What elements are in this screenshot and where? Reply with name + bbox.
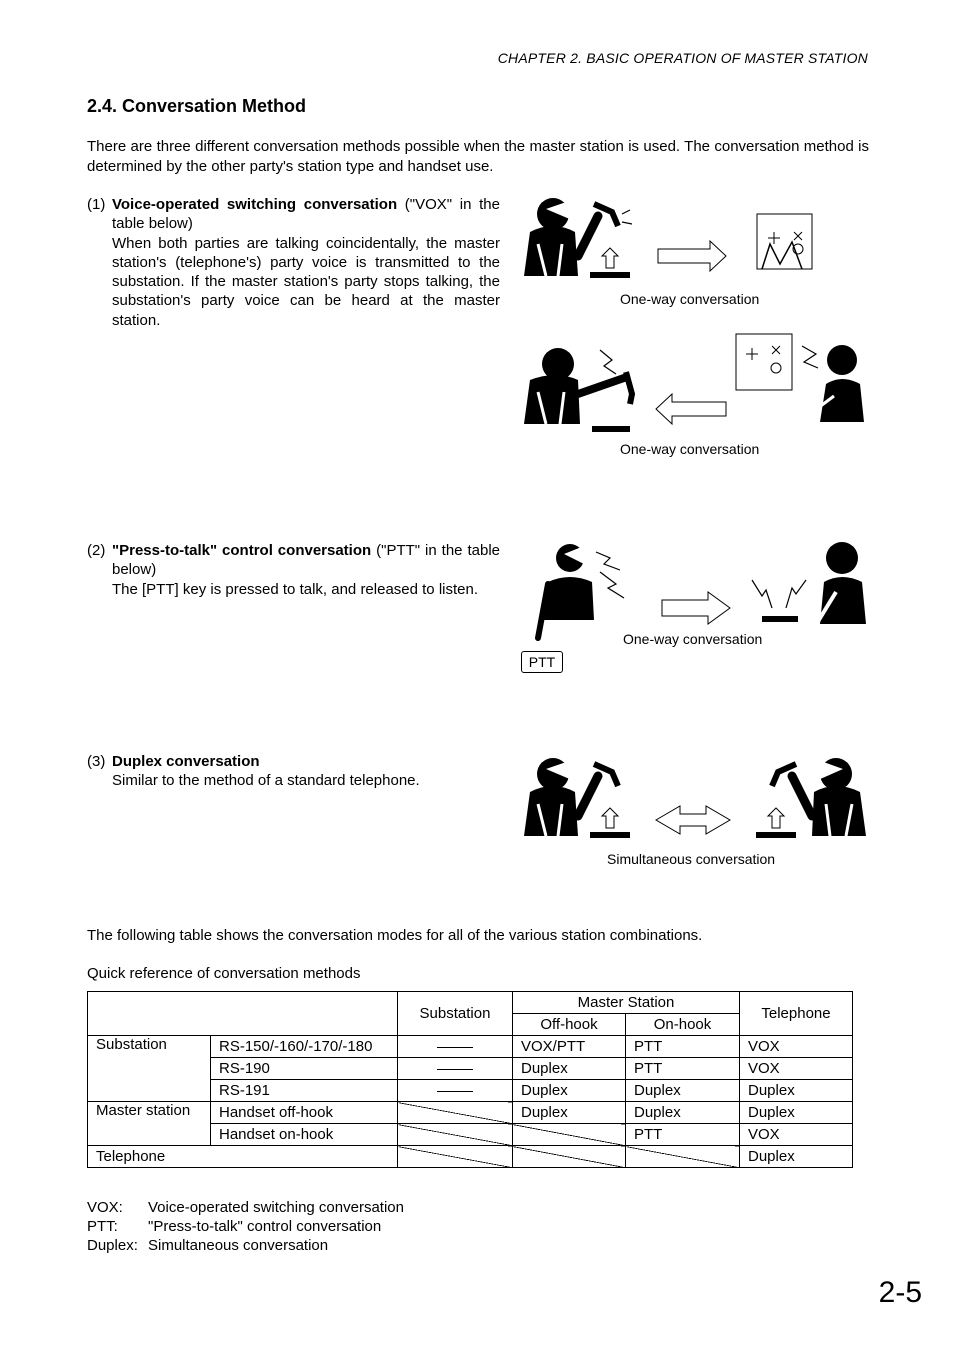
diagonal-empty-cell [513, 1146, 626, 1168]
vox-figure-incoming [520, 332, 870, 432]
table-cell: Duplex [513, 1102, 626, 1124]
diagonal-empty-cell [513, 1124, 626, 1146]
column-header: Off-hook [513, 1014, 626, 1036]
row-label: Handset on-hook [211, 1124, 398, 1146]
column-header: Substation [398, 992, 513, 1036]
bidirectional-arrow-icon [656, 806, 730, 834]
section-title: 2.4. Conversation Method [87, 96, 307, 116]
table-corner-cell [88, 992, 398, 1036]
left-arrow-icon [656, 394, 726, 424]
legend-item [87, 1237, 328, 1254]
table-row [88, 1102, 853, 1124]
table-cell: VOX/PTT [513, 1036, 626, 1058]
ptt-figure [520, 540, 870, 640]
table-cell: Duplex [626, 1102, 740, 1124]
row-group-label: Substation [88, 1036, 211, 1102]
legend-value: Voice-operated switching conversation [148, 1199, 404, 1216]
substation-speaker-icon [757, 214, 812, 269]
table-cell: PTT [626, 1036, 740, 1058]
method-description: The [PTT] key is pressed to talk, and released to listen. [112, 580, 479, 598]
duplex-figure [520, 754, 870, 844]
table-intro: The following table shows the conversation modes for all of the various station combinations. [87, 927, 703, 944]
table-cell: VOX [740, 1036, 853, 1058]
row-label: RS-191 [211, 1080, 398, 1102]
legend-item [87, 1199, 404, 1216]
row-label: Handset off-hook [211, 1102, 398, 1124]
person-talking-icon [538, 544, 624, 638]
table-cell: VOX [740, 1124, 853, 1146]
legend-key: PTT: [87, 1218, 118, 1235]
method-title: Voice-operated switching conversation [112, 196, 398, 213]
method-title: "Press-to-talk" control conversation [112, 542, 372, 559]
method-number: (1) [87, 196, 106, 213]
legend-key: Duplex: [87, 1237, 138, 1254]
figure-caption: One-way conversation [623, 631, 763, 647]
dash-cell [398, 1080, 513, 1102]
person-listening-icon [814, 542, 866, 628]
method-note: ("PTT" in the table below) [112, 542, 501, 579]
figure-caption: One-way conversation [620, 441, 760, 457]
column-header: On-hook [626, 1014, 740, 1036]
substation-speaker-icon [752, 580, 806, 622]
row-group-label: Telephone [88, 1146, 398, 1168]
conversation-methods-table [87, 991, 853, 1168]
substation-speaker-icon [736, 334, 792, 390]
right-arrow-icon [658, 241, 726, 271]
table-cell: PTT [626, 1124, 740, 1146]
table-cell: PTT [626, 1058, 740, 1080]
legend-key: VOX: [87, 1199, 123, 1216]
legend-item [87, 1218, 381, 1235]
row-label: RS-150/-160/-170/-180 [211, 1036, 398, 1058]
row-group-label: Master station [88, 1102, 211, 1146]
method-description: When both parties are talking coincidentally, the master station's (telephone's) party voice is transmitted to the substation. If the master station's party stops talking, the substation's party voice can be heard at the master station. [112, 234, 500, 329]
diagonal-empty-cell [398, 1124, 513, 1146]
table-row [88, 1036, 853, 1058]
vox-figure-outgoing [520, 194, 820, 284]
dash-cell [398, 1036, 513, 1058]
diagonal-empty-cell [398, 1146, 513, 1168]
table-cell: Duplex [740, 1080, 853, 1102]
table-cell: Duplex [740, 1146, 853, 1168]
method-vox [87, 195, 500, 330]
table-cell: VOX [740, 1058, 853, 1080]
table-cell: Duplex [513, 1080, 626, 1102]
method-title: Duplex conversation [112, 753, 260, 770]
legend-value: "Press-to-talk" control conversation [148, 1218, 382, 1235]
column-header: Master Station [513, 992, 740, 1014]
person-talking-icon [756, 758, 866, 838]
table-row [88, 1146, 853, 1168]
table-caption: Quick reference of conversation methods [87, 965, 361, 982]
page-number: 2-5 [878, 1276, 922, 1309]
method-note: ("VOX" in the table below) [112, 196, 500, 233]
ptt-key: PTT [521, 651, 563, 673]
legend-value: Simultaneous conversation [148, 1237, 329, 1254]
person-talking-icon [524, 198, 632, 278]
method-description: Similar to the method of a standard telephone. [112, 772, 420, 790]
diagonal-empty-cell [398, 1102, 513, 1124]
intro-paragraph: There are three different conversation methods possible when the master station is used. The conversation method is determined by the other party's station type and handset use. [87, 138, 869, 175]
right-arrow-icon [662, 592, 730, 624]
table-cell: Duplex [740, 1102, 853, 1124]
diagonal-empty-cell [626, 1146, 740, 1168]
person-talking-icon [802, 345, 864, 422]
table-cell: Duplex [513, 1058, 626, 1080]
chapter-header: CHAPTER 2. BASIC OPERATION OF MASTER STATION [497, 50, 868, 66]
dash-cell [398, 1058, 513, 1080]
method-duplex [87, 752, 500, 791]
method-ptt [87, 541, 500, 599]
person-listening-icon [524, 348, 632, 432]
person-talking-icon [524, 758, 630, 838]
column-header: Telephone [740, 992, 853, 1036]
figure-caption: Simultaneous conversation [607, 851, 776, 867]
figure-caption: One-way conversation [620, 291, 760, 307]
method-number: (3) [87, 753, 106, 770]
row-label: RS-190 [211, 1058, 398, 1080]
method-number: (2) [87, 542, 106, 559]
table-cell: Duplex [626, 1080, 740, 1102]
